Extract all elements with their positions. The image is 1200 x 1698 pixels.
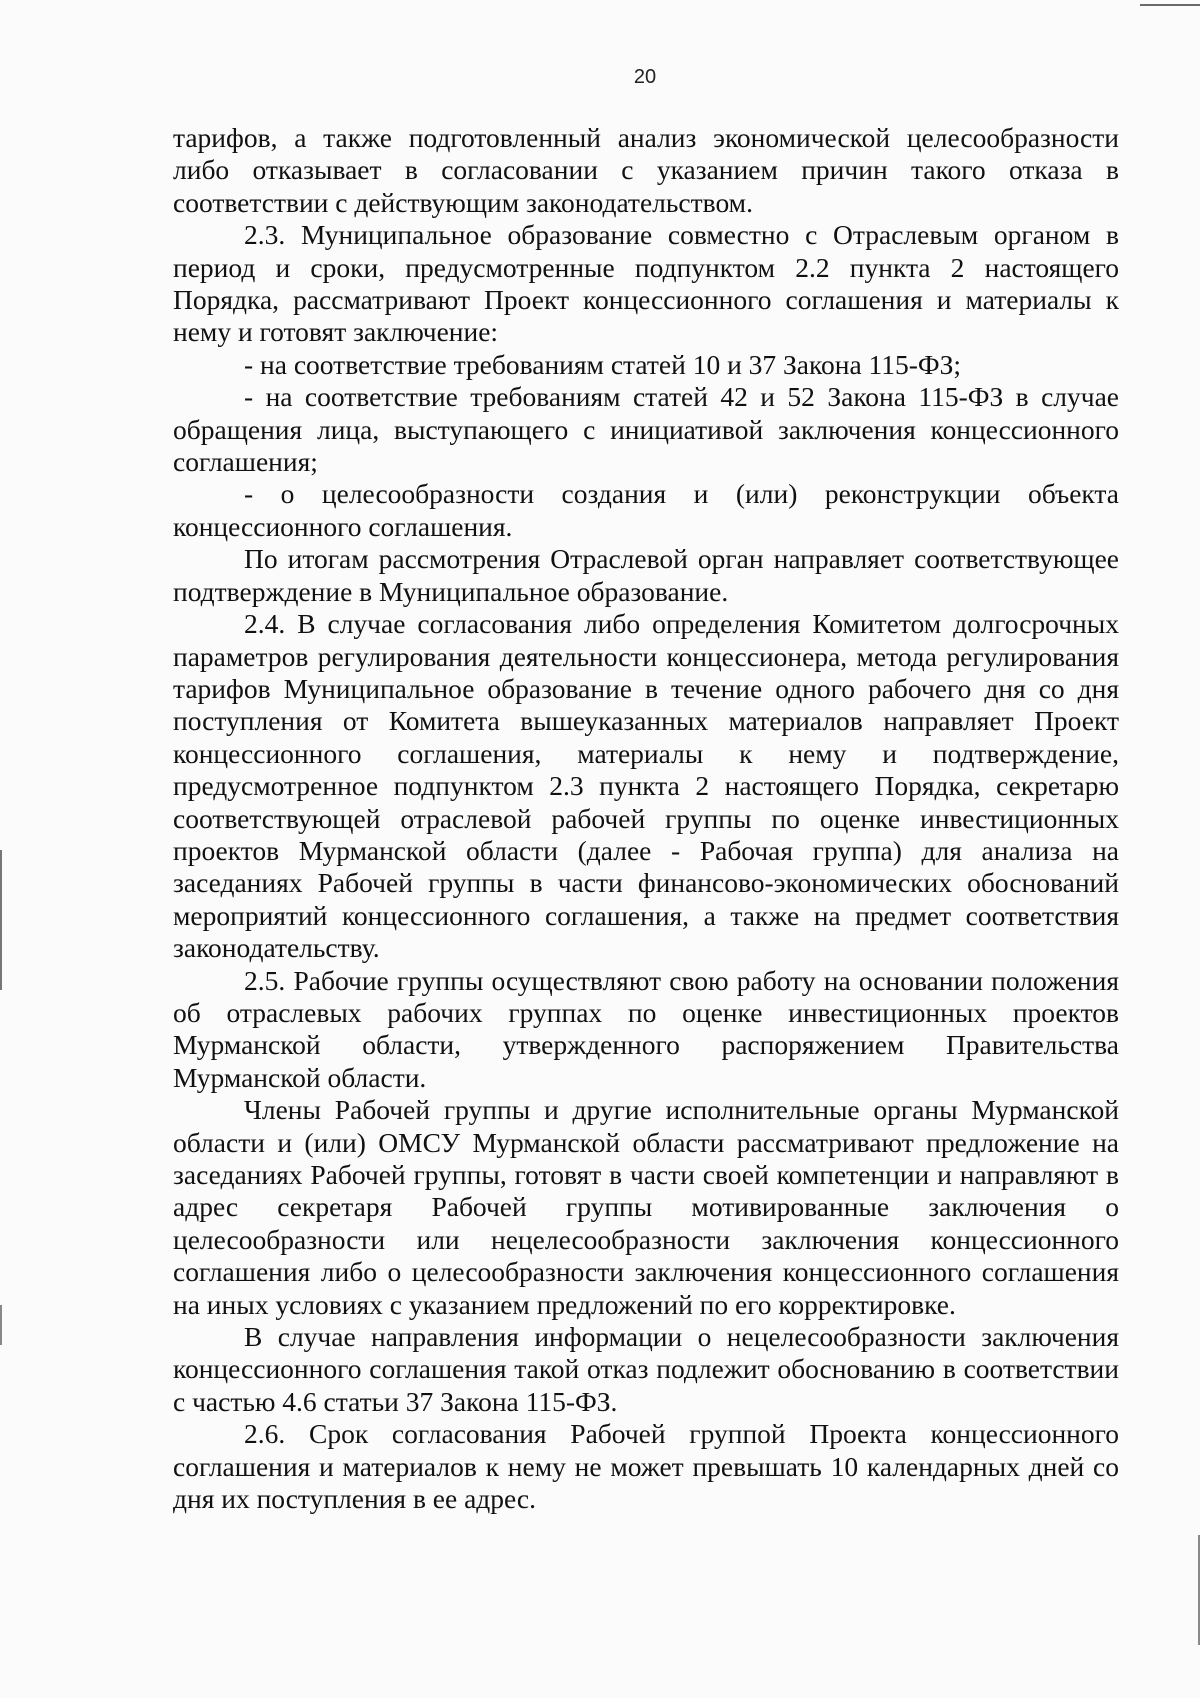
paragraph-refusal: В случае направления информации о нецелесообразности заключения концессионного соглашения такой отказ подлежит обоснованию в соответствии с частью 4.6 статьи 37 Закона 115-ФЗ. xyxy=(173,1321,1119,1417)
paragraph-2-6: 2.6. Срок согласования Рабочей группой Проекта концессионного соглашения и материалов к нему не может превышать 10 календарных дней со дня их поступления в ее адрес. xyxy=(173,1418,1119,1515)
document-body xyxy=(173,122,1119,1515)
list-item-requirements-10-37: - на соответствие требованиям статей 10 и 37 Закона 115-ФЗ; xyxy=(244,348,962,380)
paragraph-continuation: тарифов, а также подготовленный анализ экономической целесообразности либо отказывает в согласовании с указанием причин такого отказа в соответствии с действующим законодательством. xyxy=(173,122,1119,218)
paragraph-review-results: По итогам рассмотрения Отраслевой орган направляет соответствующее подтверждение в Муниципальное образование. xyxy=(173,543,1119,607)
scan-edge-line xyxy=(1140,4,1200,6)
paragraph-2-3: 2.3. Муниципальное образование совместно с Отраслевым органом в период и сроки, предусмотренные подпунктом 2.2 пункта 2 настоящего Порядка, рассматривают Проект концессионного соглашения и материалы к нему и готовят заключение: xyxy=(173,219,1119,348)
page-number: 20 xyxy=(633,66,657,88)
paragraph-2-5: 2.5. Рабочие группы осуществляют свою работу на основании положения об отраслевых рабочих группах по оценке инвестиционных проектов Мурманской области, утвержденного распоряжением Правительства Мурманской области. xyxy=(173,964,1119,1093)
paragraph-2-4: 2.4. В случае согласования либо определения Комитетом долгосрочных параметров регулирования деятельности концессионера, метода регулирования тарифов Муниципальное образование в течение одного рабочего дня со дня поступления от Комитета вышеуказанных материалов направляет Проект концессионного соглашения, материалы к нему и подтверждение, предусмотренное подпунктом 2.3 пункта 2 настоящего Порядка, секретарю соответствующей отраслевой рабочей группы по оценке инвестиционных проектов Мурманской области (далее - Рабочая группа) для анализа на заседаниях Рабочей группы в части финансово-экономических обоснований мероприятий концессионного соглашения, а также на предмет соответствия законодательству. xyxy=(173,608,1119,964)
scan-edge-mark xyxy=(0,850,2,990)
list-item-expediency: - о целесообразности создания и (или) реконструкции объекта концессионного соглашения. xyxy=(173,478,1119,542)
list-item-requirements-42-52: - на соответствие требованиям статей 42 и 52 Закона 115-ФЗ в случае обращения лица, выступающего с инициативой заключения концессионного соглашения; xyxy=(173,381,1119,478)
paragraph-working-group-members: Члены Рабочей группы и другие исполнительные органы Мурманской области и (или) ОМСУ Мурманской области рассматривают предложение на заседаниях Рабочей группы, готовят в части своей компетенции и направляют в адрес секретаря Рабочей группы мотивированные заключения о целесообразности или нецелесообразности заключения концессионного соглашения либо о целесообразности заключения концессионного соглашения на иных условиях с указанием предложений по его корректировке. xyxy=(173,1094,1119,1320)
scan-edge-mark xyxy=(0,1305,2,1345)
